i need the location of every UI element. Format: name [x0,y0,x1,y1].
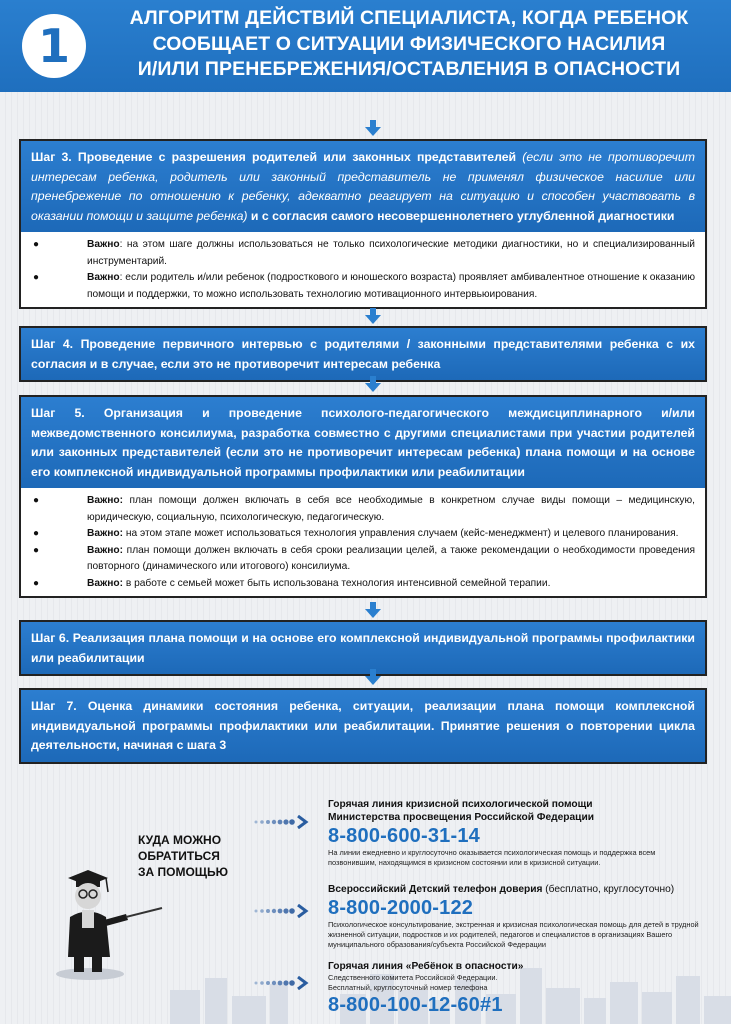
note-item [31,237,695,270]
note-text: план помощи должен включать в себя сроки реализации целей, а также рекомендации о необходимости проведения повторного (динамического или итогового) консилиума. [87,544,695,572]
page-title [96,6,722,83]
hotline-title-text: Всероссийский Детский телефон доверия [328,884,543,895]
dotted-arrow-icon [252,976,318,990]
title-line: АЛГОРИТМ ДЕЙСТВИЙ СПЕЦИАЛИСТА, КОГДА РЕБЕНОК [129,7,689,29]
hotline-phone[interactable]: 8-800-2000-122 [328,897,474,919]
bullet-icon: ● [33,528,40,539]
hotline-description: Следственного комитета Российской Федерации. [328,973,498,982]
step-3-box [19,139,707,309]
note-item [31,576,695,593]
hotline-phone[interactable]: 8-800-100-12-60#1 [328,994,503,1016]
step-3-heading [21,141,705,232]
hotline-child-danger [328,960,722,1017]
hotline-description: жизненной ситуации, подростков и их родителей, педагогов и специалистов в организациях Вашего [328,930,673,939]
help-label-line: КУДА МОЖНО [138,833,222,847]
down-arrow-icon [365,120,381,136]
step-6-heading: Шаг 6. Реализация плана помощи и на основе его комплексной индивидуальной программы профилактики или реабилитации [21,622,705,674]
title-line: И/ИЛИ ПРЕНЕБРЕЖЕНИЯ/ОСТАВЛЕНИЯ В ОПАСНОСТИ [137,58,681,80]
step-6-box [19,620,707,676]
step-3-heading-text-end: и с согласия самого несовершеннолетнего углубленной диагностики [247,208,675,223]
hotline-title: Горячая линия «Ребёнок в опасности» [328,961,524,972]
note-text: план помощи должен включать в себя все необходимые в конкретном случае виды помощи – медицинскую, юридическую, социальную, психологическую, педагогическую. [87,495,695,523]
hotline-ministry [328,798,722,868]
down-arrow-icon [365,669,381,685]
down-arrow-icon [365,602,381,618]
step-5-heading: Шаг 5. Организация и проведение психолого-педагогического междисциплинарного и/или межведомственного консилиума, разработка совместно с другими специалистами при участии родителей или законных представителей (если это не противоречит интересам ребенка) плана помощи и на основе его комплексной индивидуальной программы профилактики или реабилитации [21,397,705,488]
step-3-heading-text: Шаг 3. Проведение с разрешения родителей или законных представителей [31,150,523,164]
note-label: Важно: [87,495,124,506]
note-item [31,270,695,303]
teacher-figure-icon [40,862,165,982]
step-7-box [19,688,707,764]
hotline-title: Министерства просвещения Российской Федерации [328,812,594,823]
help-label [138,832,228,880]
note-text: на этом этапе может использоваться технология управления случаем (кейс-менеджмент) и целевого планирования. [123,528,679,539]
bullet-icon: ● [33,495,40,506]
hotline-description: позвонившим, находящимся в кризисном состоянии или в кризисной ситуации. [328,858,601,867]
note-label: Важно: [87,528,124,539]
note-label: Важно [87,239,120,250]
dotted-arrow-icon [252,815,318,829]
bullet-icon: ● [33,544,40,556]
note-item [31,543,695,576]
step-7-heading: Шаг 7. Оценка динамики состояния ребенка, ситуации, реализации плана помощи комплексной индивидуальной программы профилактики или реабилитации. Принятие решения о повторении цикла деятельности, начиная с шага 3 [21,690,705,762]
step-4-heading: Шаг 4. Проведение первичного интервью с родителями / законными представителями ребенка с их согласия и в случае, если это не противоречит интересам ребенка [21,328,705,380]
note-text: : на этом шаге должны использоваться не только психологические методики диагностики, но и специализированный инструментарий. [87,239,695,267]
note-item [31,493,695,526]
hotline-title: Горячая линия кризисной психологической помощи [328,799,593,810]
note-label: Важно [87,272,120,283]
down-arrow-icon [365,308,381,324]
bullet-icon: ● [33,272,40,283]
hotline-phone[interactable]: 8-800-600-31-14 [328,825,480,847]
step-3-notes [21,232,705,307]
down-arrow-icon [365,376,381,392]
bullet-icon: ● [33,577,40,589]
step-3-heading-note: (если это не противоречит интересам ребенка, родитель или законный представитель не применял физическое насилие или пренебрежение по отношению к ребенку, адекватно реагирует на ситуацию и способен участвовать в оказании помощи и защите ребенка) [31,150,696,223]
hotline-description: На линии ежедневно и круглосуточно оказывается психологическая помощь и поддержка всем [328,848,656,857]
page-header [0,0,731,92]
step-number-badge: 1 [22,14,86,78]
hotline-title-note: (бесплатно, круглосуточно) [542,884,675,895]
note-text: в работе с семьей может быть использована технология интенсивной семейной терапии. [123,577,551,589]
help-label-line: ОБРАТИТЬСЯ [138,849,220,863]
note-label: Важно: [87,544,124,556]
note-text: : если родитель и/или ребенок (подросткового и юношеского возраста) проявляет амбивалентное отношение к оказанию помощи и поддержки, то можно использовать технологию мотивационного интервьюирования. [87,272,695,300]
hotline-children-trust [328,883,722,950]
step-5-box [19,395,707,598]
step-4-box [19,326,707,382]
hotline-title [328,883,722,896]
hotline-description: Бесплатный, круглосуточный номер телефона [328,983,488,992]
dotted-arrow-icon [252,904,318,918]
hotline-description: муниципального образования/субъекта Российской Федерации [328,940,547,949]
note-label: Важно: [87,577,124,589]
help-label-line: ЗА ПОМОЩЬЮ [138,865,229,879]
step-5-notes [21,488,705,596]
bullet-icon: ● [33,239,40,250]
hotline-description: Психологическое консультирование, экстренная и кризисная психологическая помощь для детей в трудной [328,920,699,929]
note-item [31,526,695,543]
title-line: СООБЩАЕТ О СИТУАЦИИ ФИЗИЧЕСКОГО НАСИЛИЯ [152,32,666,55]
